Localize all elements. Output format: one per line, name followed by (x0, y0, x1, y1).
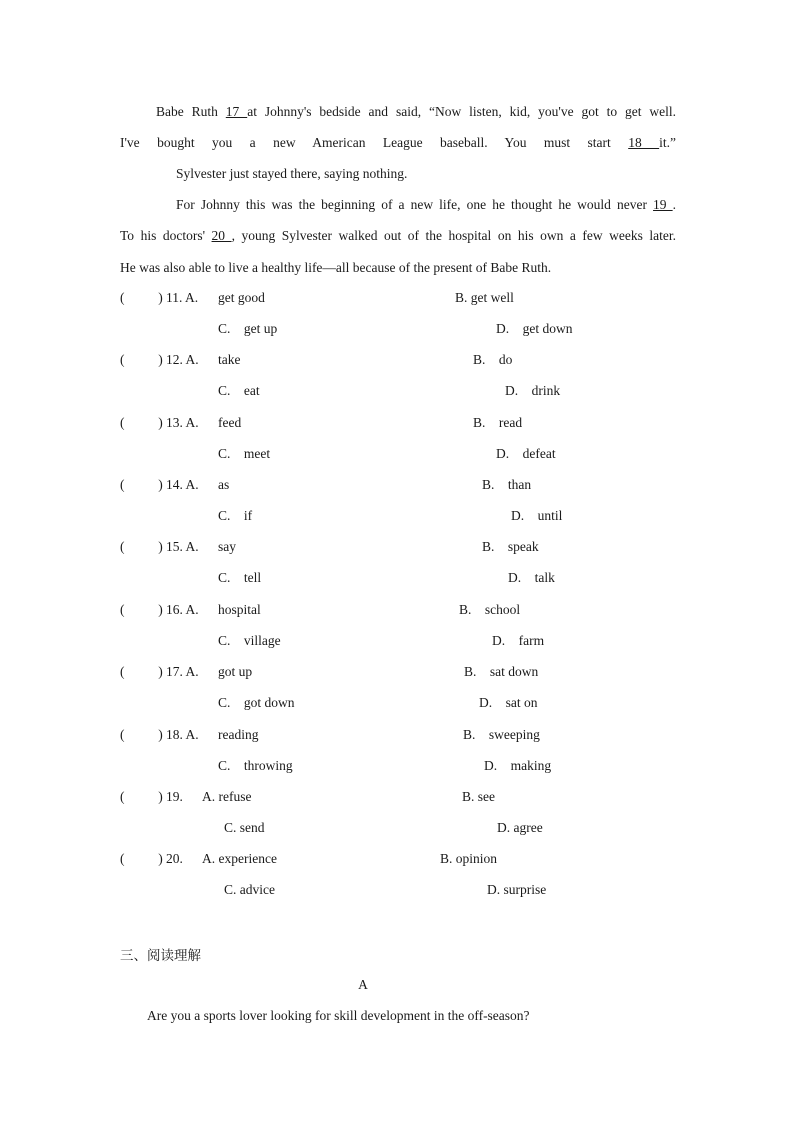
section-title: 三、阅读理解 (120, 948, 201, 964)
option-d: D. sat on (479, 695, 538, 710)
option-d: D. surprise (487, 882, 547, 897)
passage-line-3: Sylvester just stayed there, saying nothing. (176, 166, 408, 181)
section-first-line: Are you a sports lover looking for skill development in the off-season? (147, 1008, 530, 1023)
text: it.” (659, 135, 676, 150)
answer-bracket[interactable]: ( ) (120, 664, 163, 679)
option-b: B. see (462, 789, 495, 804)
option-b: B. opinion (440, 851, 498, 866)
answer-bracket[interactable]: ( ) (120, 539, 163, 554)
option-a: say (218, 539, 236, 554)
option-a: A. refuse (202, 789, 252, 804)
question-number: 14. A. (166, 477, 199, 492)
option-b: B. do (473, 352, 513, 367)
question-number: 12. A. (166, 352, 199, 367)
question-number: 16. A. (166, 602, 199, 617)
option-c: C. advice (224, 882, 275, 897)
question-number: 11. A. (166, 290, 199, 305)
answer-bracket[interactable]: ( ) (120, 602, 163, 617)
answer-bracket[interactable]: ( ) (120, 851, 163, 866)
option-b: B. sweeping (463, 727, 540, 742)
question-number: 20. (166, 851, 183, 866)
text: I've bought you a new American League baseball. You must start (120, 135, 629, 150)
option-d: D. drink (505, 383, 561, 398)
option-b: B. speak (482, 539, 539, 554)
option-c: C. got down (218, 695, 295, 710)
text: at Johnny's bedside and said, “Now listen, kid, you've got to get well. (247, 104, 677, 119)
option-a: hospital (218, 602, 261, 617)
option-a: reading (218, 727, 259, 742)
blank-18: 18 (628, 135, 660, 150)
option-d: D. farm (492, 633, 545, 648)
option-c: C. get up (218, 321, 278, 336)
question-number: 15. A. (166, 539, 199, 554)
passage-line-4 (120, 196, 676, 214)
option-a: get good (218, 290, 265, 305)
text: . (672, 197, 676, 212)
passage-line-2 (120, 134, 676, 152)
option-c: C. tell (218, 570, 262, 585)
text: For Johnny this was the beginning of a new life, one he thought he would never (176, 197, 654, 212)
option-c: C. throwing (218, 758, 293, 773)
blank-20: 20 (211, 228, 232, 243)
passage-line-6: He was also able to live a healthy life—all because of the present of Babe Ruth. (120, 260, 552, 275)
answer-bracket[interactable]: ( ) (120, 290, 163, 305)
option-d: D. talk (508, 570, 555, 585)
option-b: B. read (473, 415, 523, 430)
answer-bracket[interactable]: ( ) (120, 415, 163, 430)
text: , young Sylvester walked out of the hospital on his own a few weeks later. (231, 228, 677, 243)
option-d: D. defeat (496, 446, 556, 461)
passage-line-5 (120, 227, 676, 245)
section-sub-title: A (358, 977, 368, 992)
option-b: B. than (482, 477, 532, 492)
question-number: 13. A. (166, 415, 199, 430)
blank-19: 19 (653, 197, 673, 212)
option-a: A. experience (202, 851, 277, 866)
question-number: 19. (166, 789, 183, 804)
answer-bracket[interactable]: ( ) (120, 477, 163, 492)
answer-bracket[interactable]: ( ) (120, 727, 163, 742)
option-a: got up (218, 664, 253, 679)
option-a: as (218, 477, 230, 492)
option-a: take (218, 352, 241, 367)
text: To his doctors' (120, 228, 212, 243)
option-c: C. village (218, 633, 281, 648)
question-number: 18. A. (166, 727, 199, 742)
option-c: C. eat (218, 383, 260, 398)
option-b: B. get well (455, 290, 514, 305)
option-d: D. until (511, 508, 563, 523)
blank-17: 17 (225, 104, 248, 119)
option-c: C. send (224, 820, 265, 835)
option-d: D. agree (497, 820, 543, 835)
option-c: C. meet (218, 446, 271, 461)
option-a: feed (218, 415, 242, 430)
option-c: C. if (218, 508, 253, 523)
answer-bracket[interactable]: ( ) (120, 789, 163, 804)
option-d: D. get down (496, 321, 573, 336)
answer-bracket[interactable]: ( ) (120, 352, 163, 367)
option-b: B. sat down (464, 664, 539, 679)
passage-line-1 (120, 103, 676, 121)
option-d: D. making (484, 758, 552, 773)
question-number: 17. A. (166, 664, 199, 679)
text: Babe Ruth (156, 104, 226, 119)
option-b: B. school (459, 602, 521, 617)
